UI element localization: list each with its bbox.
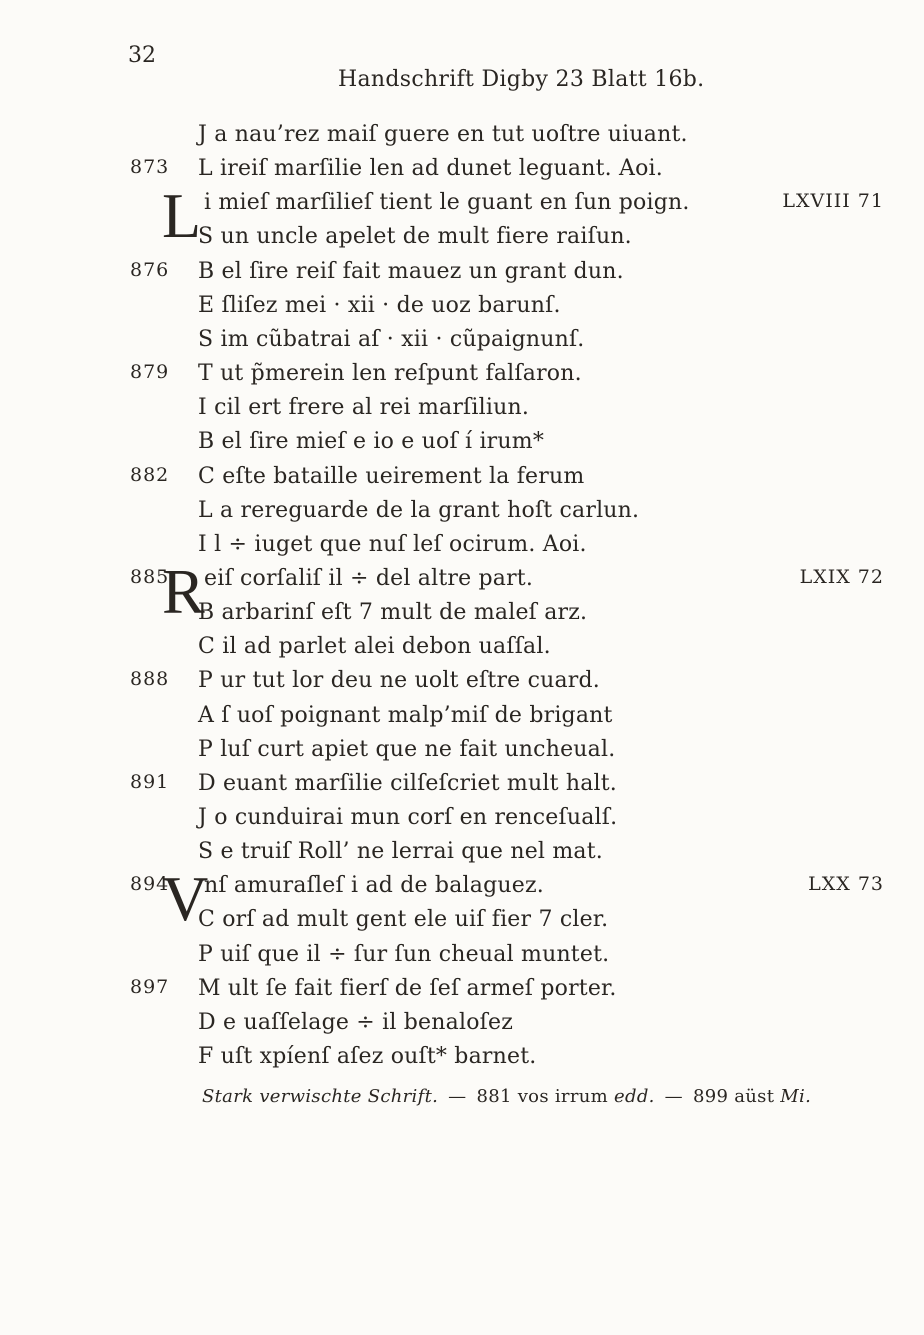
line-number: 885: [130, 565, 170, 588]
verse-line: [0, 429, 924, 462]
footnote-dash: —: [448, 1086, 467, 1107]
drop-cap-initial: V: [162, 863, 209, 935]
verse-line: [0, 1010, 924, 1043]
verse-line: [0, 532, 924, 565]
line-number: 897: [130, 975, 170, 998]
verse-line: [0, 498, 924, 531]
verse-text: F uſt xpíenſ aſez ouſt* barnet.: [198, 1044, 537, 1070]
line-number: 876: [130, 258, 170, 281]
footnote-mi: Mi.: [780, 1086, 812, 1107]
line-number: 879: [130, 361, 170, 384]
verse-line: [0, 839, 924, 872]
verse-text: nſ amuraſleſ i ad de balaguez.: [204, 873, 544, 899]
verse-text: L ireiſ marſilie len ad dunet leguant. Aoi.: [198, 156, 663, 182]
verse-text: P luſ curt apiet que ne fait uncheual.: [198, 736, 616, 762]
verse-text: I cil ert frere al rei marſiliun.: [198, 395, 530, 421]
verse-text: P uiſ que il ÷ ſur ſun cheual muntet.: [198, 941, 610, 967]
verse-line: [0, 703, 924, 736]
verse-line: [0, 566, 924, 599]
verse-text: L a rereguarde de la grant hoſt carlun.: [198, 497, 640, 523]
verse-text: S e truiſ Roll’ ne lerrai que nel mat.: [198, 839, 603, 865]
verse-text: B el ſire mieſ e io e uoſ í irum*: [198, 429, 545, 455]
line-number: 882: [130, 463, 170, 486]
verse-text: S un uncle apelet de mult fiere raiſun.: [198, 224, 632, 250]
running-head: Handschrift Digby 23 Blatt 16b.: [338, 67, 705, 92]
footnote-variant-881: 881 vos irrum: [476, 1086, 609, 1107]
footnote-note: Stark verwischte Schrift.: [202, 1086, 439, 1107]
verse-text: I l ÷ iuget que nuſ leſ ocirum. Aoi.: [198, 531, 587, 557]
footnote-variant-899: 899 aüst: [692, 1086, 775, 1107]
verse-line: [0, 634, 924, 667]
verse-text: B arbarinſ eſt 7 mult de maleſ arz.: [198, 600, 588, 626]
verse-line: [0, 600, 924, 633]
verse-line: [0, 224, 924, 257]
verse-line: [0, 668, 924, 701]
verse-line: [0, 873, 924, 906]
verse-line: [0, 464, 924, 497]
verse-line: [0, 907, 924, 940]
verse-line: [0, 361, 924, 394]
laisse-reference: LXIX 72: [799, 565, 884, 588]
verse-text: P ur tut lor deu ne uolt eſtre cuard.: [198, 668, 600, 694]
verse-line: [0, 327, 924, 360]
verse-text: M ult ſe fait fierſ de ſeſ armeſ porter.: [198, 975, 617, 1001]
verse-text: J a nau’rez maiſ guere en tut uoſtre uiuant.: [198, 122, 688, 147]
verse-text: S im cũbatrai aſ · xii · cũpaignunſ.: [198, 326, 585, 352]
verse-text: E ſliſez mei · xii · de uoz barunſ.: [198, 292, 561, 318]
verse-text: B el ſire reiſ fait mauez un grant dun.: [198, 258, 624, 284]
verse-line: [0, 259, 924, 292]
line-number: 873: [130, 156, 170, 179]
verse-line: [0, 771, 924, 804]
verse-line: [0, 976, 924, 1009]
laisse-reference: LXVIII 71: [782, 190, 884, 213]
verse-text: T ut p̃merein len reſpunt falſaron.: [198, 361, 582, 387]
verse-line: [0, 156, 924, 189]
verse-line: [0, 190, 924, 223]
verse-text: C il ad parlet alei debon uaſſal.: [198, 634, 551, 660]
verse-text: D e uaſſelage ÷ il benaloſez: [198, 1009, 513, 1035]
line-number: 891: [130, 770, 170, 793]
verse-text: A ſ uoſ poignant malp’miſ de brigant: [198, 702, 613, 728]
footnote-dash: —: [664, 1086, 683, 1107]
footnote: [202, 1086, 811, 1107]
verse-text: i mieſ marſilieſ tient le guant en ſun poign.: [204, 190, 690, 216]
laisse-reference: LXX 73: [808, 873, 884, 896]
verse-line: [0, 395, 924, 428]
drop-cap-initial: L: [162, 180, 202, 252]
footnote-edd: edd.: [614, 1086, 655, 1107]
verse-line: [0, 293, 924, 326]
drop-cap-initial: R: [162, 555, 205, 627]
verse-text: D euant marſilie cilſeſcriet mult halt.: [198, 770, 617, 796]
verse-line: [0, 942, 924, 975]
verse-text: C orſ ad mult gent ele uiſ fier 7 cler.: [198, 907, 609, 933]
verse-line: [0, 737, 924, 770]
verse-text: C eſte bataille ueirement la ferum: [198, 463, 585, 489]
verse-text: J o cunduirai mun corſ en renceſualſ.: [198, 805, 618, 830]
verse-line: [0, 805, 924, 838]
line-number: 888: [130, 668, 170, 691]
verse-text: eiſ corſaliſ il ÷ del altre part.: [204, 565, 534, 591]
verse-line: [0, 122, 924, 155]
page-number: 32: [128, 43, 156, 68]
verse-line: [0, 1044, 924, 1077]
line-number: 894: [130, 873, 170, 896]
